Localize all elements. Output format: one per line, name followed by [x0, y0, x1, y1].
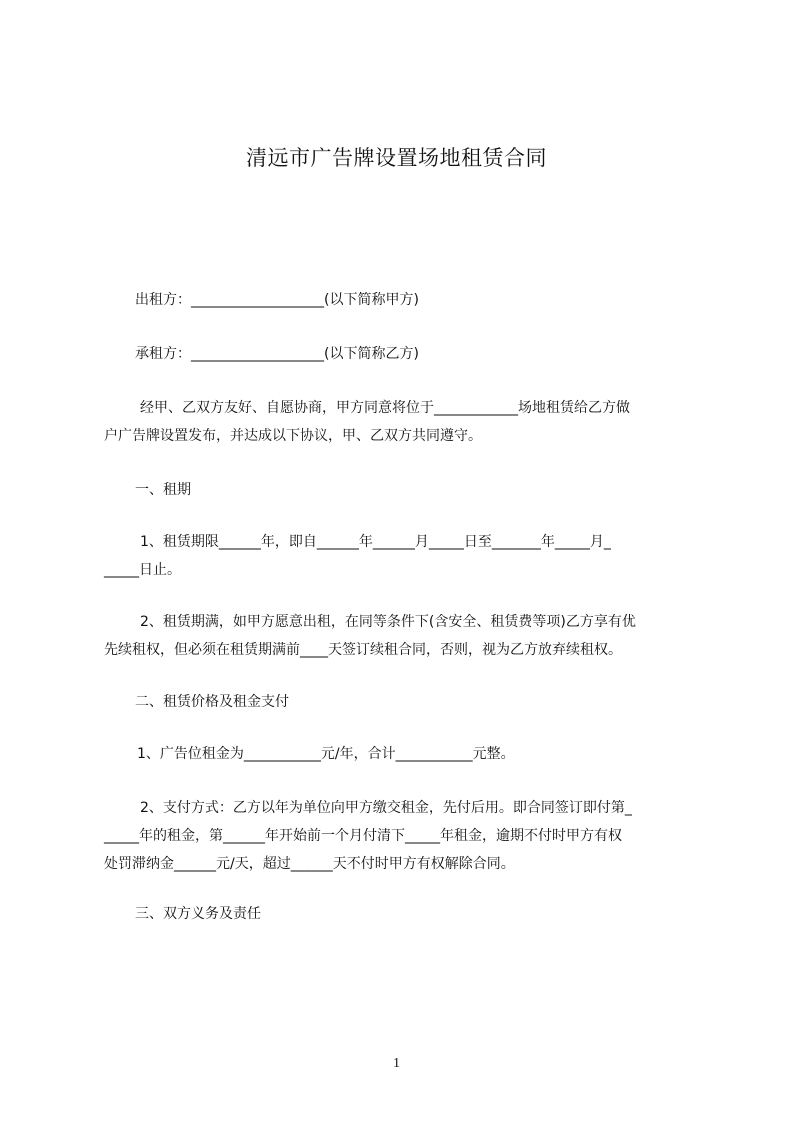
clause-2-2-line-2: _____年的租金，第______年开始前一个月付清下_____年租金，逾期不付时甲方有权	[104, 828, 622, 844]
clause-2-2-line-1: 2、支付方式：乙方以年为单位向甲方缴交租金，先付后用。即合同签订即付第_	[140, 800, 632, 816]
clause-2-2-line-3: 处罚滞纳金______元/天，超过______天不付时甲方有权解除合同。	[104, 856, 515, 872]
intro-paragraph-line-1: 经甲、乙双方友好、自愿协商，甲方同意将位于____________场地租赁给乙方做	[140, 400, 630, 416]
clause-1-2-line-1: 2、租赁期满，如甲方愿意出租，在同等条件下(含安全、租赁费等项)乙方享有优	[140, 614, 636, 630]
clause-2-1: 1、广告位租金为___________元/年，合计___________元整。	[137, 746, 515, 762]
section-2-heading: 二、租赁价格及租金支付	[135, 694, 289, 710]
clause-1-1-line-2: _____日止。	[104, 562, 181, 578]
intro-paragraph-line-2: 户广告牌设置发布，并达成以下协议，甲、乙双方共同遵守。	[104, 428, 482, 444]
page-number: 1	[393, 1056, 400, 1071]
clause-1-1-line-1: 1、租赁期限______年，即自______年______月_____日至_______年_____月_	[140, 534, 611, 550]
clause-1-2-line-2: 先续租权，但必须在租赁期满前____天签订续租合同，否则，视为乙方放弃续租权。	[104, 642, 622, 658]
section-3-heading: 三、双方义务及责任	[135, 906, 261, 922]
document-title: 清远市广告牌设置场地租赁合同	[246, 146, 547, 170]
lessee-line: 承租方：___________________(以下简称乙方)	[135, 346, 419, 362]
section-1-heading: 一、租期	[135, 482, 191, 498]
lessor-line: 出租方：___________________(以下简称甲方)	[135, 292, 419, 308]
